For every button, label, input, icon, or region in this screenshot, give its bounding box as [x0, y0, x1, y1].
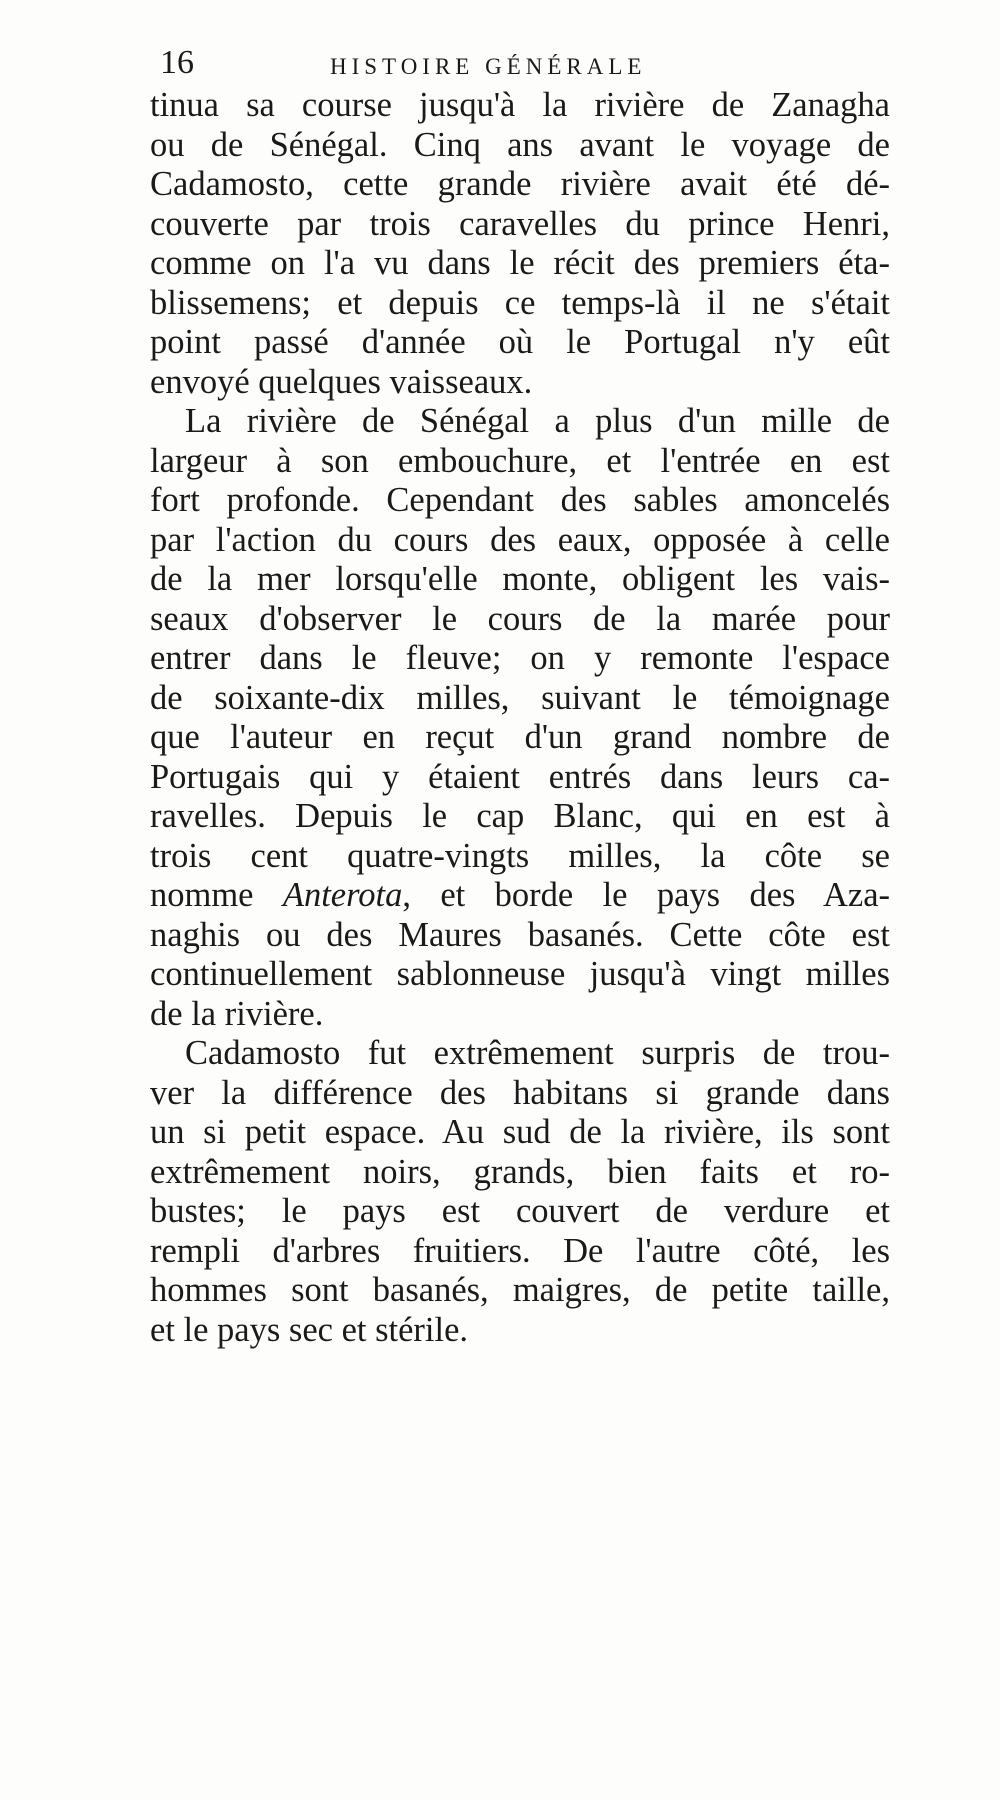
text-line-with-italic	[150, 876, 890, 916]
text-line: tinua sa course jusqu'à la rivière de Zanagha	[150, 86, 890, 124]
text-line: de soixante-dix milles, suivant le témoignage	[150, 678, 890, 717]
text-line: blissemens; et depuis ce temps-là il ne s'était	[150, 283, 890, 322]
text-line: La rivière de Sénégal a plus d'un mille de	[185, 402, 890, 440]
text-line: continuellement sablonneuse jusqu'à vingt milles	[150, 955, 890, 993]
paragraph-2	[150, 402, 890, 1034]
page-header	[160, 38, 740, 88]
running-title: HISTOIRE GÉNÉRALE	[330, 54, 647, 79]
text-line: trois cent quatre-vingts milles, la côte se	[150, 836, 890, 875]
text-line: Cadamosto, cette grande rivière avait été dé-	[150, 165, 890, 203]
text-line: que l'auteur en reçut d'un grand nombre de	[150, 718, 890, 756]
text-segment: nomme	[150, 876, 283, 914]
text-line: envoyé quelques vaisseaux.	[150, 362, 533, 401]
text-line: ver la différence des habitans si grande dans	[150, 1073, 890, 1112]
italic-place-name: Anterota	[282, 876, 403, 914]
text-line: de la mer lorsqu'elle monte, obligent les vais-	[150, 560, 890, 598]
text-line: couverte par trois caravelles du prince Henri,	[150, 204, 890, 243]
paragraph-1	[150, 86, 890, 402]
text-line: extrêmement noirs, grands, bien faits et ro-	[150, 1152, 890, 1191]
text-line: ravelles. Depuis le cap Blanc, qui en est à	[150, 797, 890, 835]
text-line: un si petit espace. Au sud de la rivière, ils sont	[150, 1113, 890, 1151]
paragraph-3	[150, 1034, 890, 1350]
page-number: 16	[160, 44, 194, 81]
text-line: naghis ou des Maures basanés. Cette côte est	[150, 915, 890, 954]
text-segment: , et borde le pays des Aza-	[402, 876, 890, 914]
text-line: rempli d'arbres fruitiers. De l'autre côté, les	[150, 1231, 890, 1270]
text-line: de la rivière.	[150, 994, 324, 1033]
text-line: entrer dans le fleuve; on y remonte l'espace	[150, 639, 890, 677]
text-line: Cadamosto fut extrêmement surpris de trou-	[185, 1034, 890, 1072]
text-line: par l'action du cours des eaux, opposée à celle	[150, 520, 890, 559]
text-line: et le pays sec et stérile.	[150, 1310, 469, 1349]
text-line: seaux d'observer le cours de la marée pour	[150, 599, 890, 638]
text-line: comme on l'a vu dans le récit des premiers éta-	[150, 244, 890, 282]
text-line: ou de Sénégal. Cinq ans avant le voyage de	[150, 125, 890, 164]
text-line: bustes; le pays est couvert de verdure et	[150, 1192, 890, 1230]
text-line: fort profonde. Cependant des sables amoncelés	[150, 481, 890, 519]
body-text	[150, 86, 890, 1350]
text-line: Portugais qui y étaient entrés dans leurs ca-	[150, 757, 890, 796]
text-line: largeur à son embouchure, et l'entrée en est	[150, 441, 890, 480]
text-line: hommes sont basanés, maigres, de petite taille,	[150, 1271, 890, 1309]
text-line: point passé d'année où le Portugal n'y eût	[150, 323, 890, 361]
